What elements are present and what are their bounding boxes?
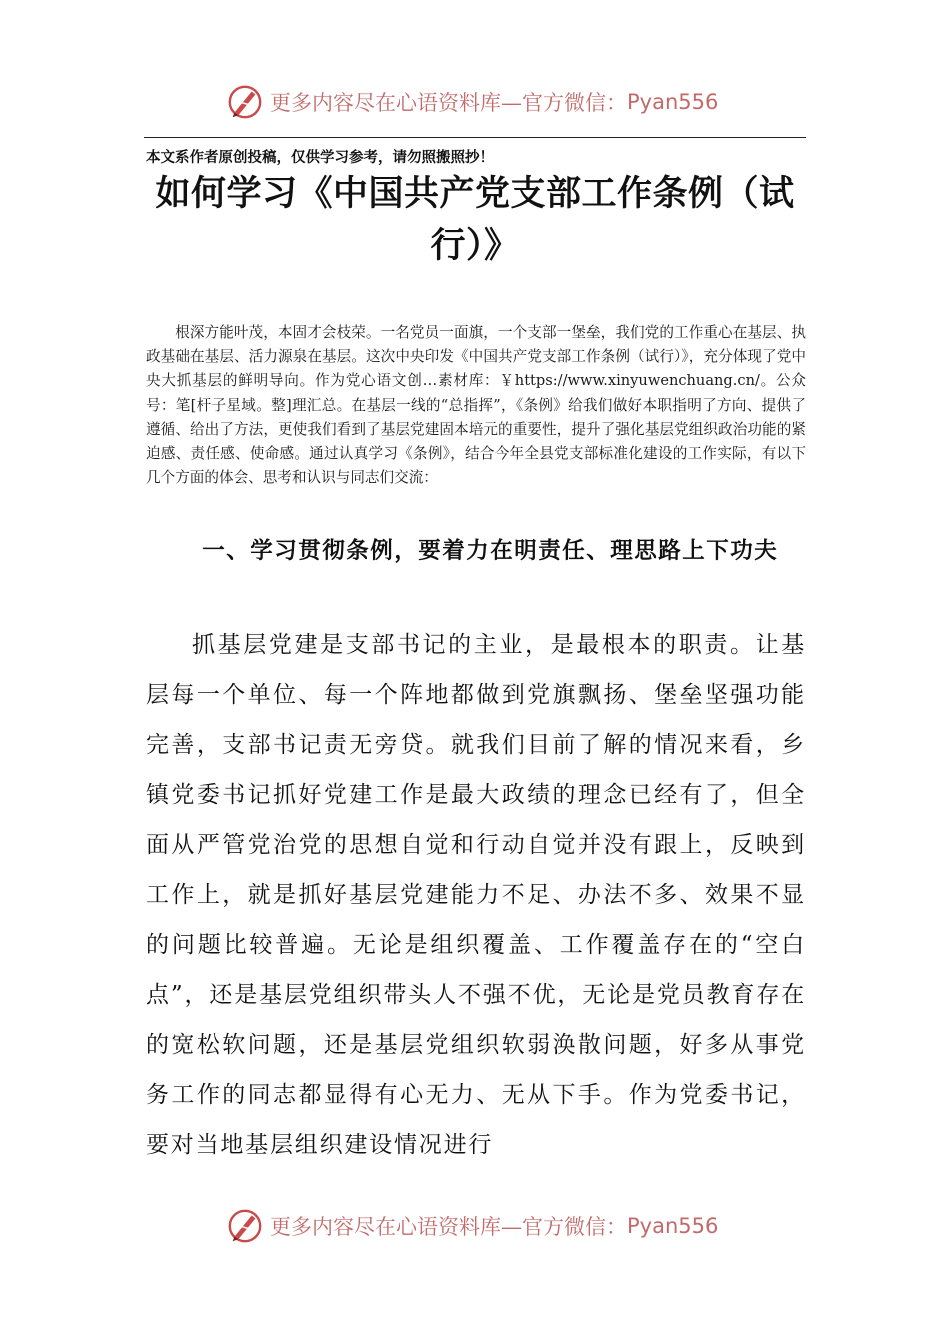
document-title: 如何学习《中国共产党支部工作条例（试行）》 — [155, 173, 795, 266]
header-divider — [144, 137, 806, 138]
pen-logo-icon — [226, 83, 264, 121]
watermark-footer — [226, 1206, 718, 1246]
pen-logo-icon — [226, 1207, 264, 1245]
watermark-header — [226, 82, 718, 122]
watermark-text: 更多内容尽在心语资料库—官方微信： — [270, 91, 627, 115]
disclaimer: 本文系作者原创投稿，仅供学习参考，请勿照搬照抄！ — [146, 149, 494, 166]
watermark-handle: Pyan556 — [627, 1214, 719, 1238]
watermark-text: 更多内容尽在心语资料库—官方微信： — [270, 1215, 627, 1239]
section-heading: 一、学习贯彻条例，要着力在明责任、理思路上下功夫 — [202, 538, 779, 564]
body-paragraph: 抓基层党建是支部书记的主业，是最根本的职责。让基层每一个单位、每一个阵地都做到党旗飘扬、堡垒坚强功能完善，支部书记责无旁贷。就我们目前了解的情况来看，乡镇党委书记抓好党建工作是最大政绩的理念已经有了，但全面从严管党治党的思想自觉和行动自觉并没有跟上，反映到工作上，就是抓好基层党建能力不足、办法不多、效果不显的问题比较普遍。无论是组织覆盖、工作覆盖存在的“空白点”，还是基层党组织带头人不强不优，无论是党员教育存在的宽松软问题，还是基层党组织软弱涣散问题，好多从事党务工作的同志都显得有心无力、无从下手。作为党委书记，要对当地基层组织建设情况进行 — [146, 632, 806, 1158]
intro-paragraph: 根深方能叶茂，本固才会枝荣。一名党员一面旗，一个支部一堡垒，我们党的工作重心在基层、执政基础在基层、活力源泉在基层。这次中央印发《中国共产党支部工作条例（试行）》，充分体现了党中央大抓基层的鲜明导向。作为党心语文创…素材库：￥https://www.xinyuwenchuang.cn/。公众号：笔[杆子星域。整]理汇总。在基层一线的“总指挥”，《条例》给我们做好本职指明了方向、提供了遵循、给出了方法，更使我们看到了基层党建固本培元的重要性，提升了强化基层党组织政治功能的紧迫感、责任感、使命感。通过认真学习《条例》，结合今年全县党支部标准化建设的工作实际，有以下几个方面的体会、思考和认识与同志们交流： — [146, 324, 806, 487]
watermark-handle: Pyan556 — [627, 90, 719, 114]
